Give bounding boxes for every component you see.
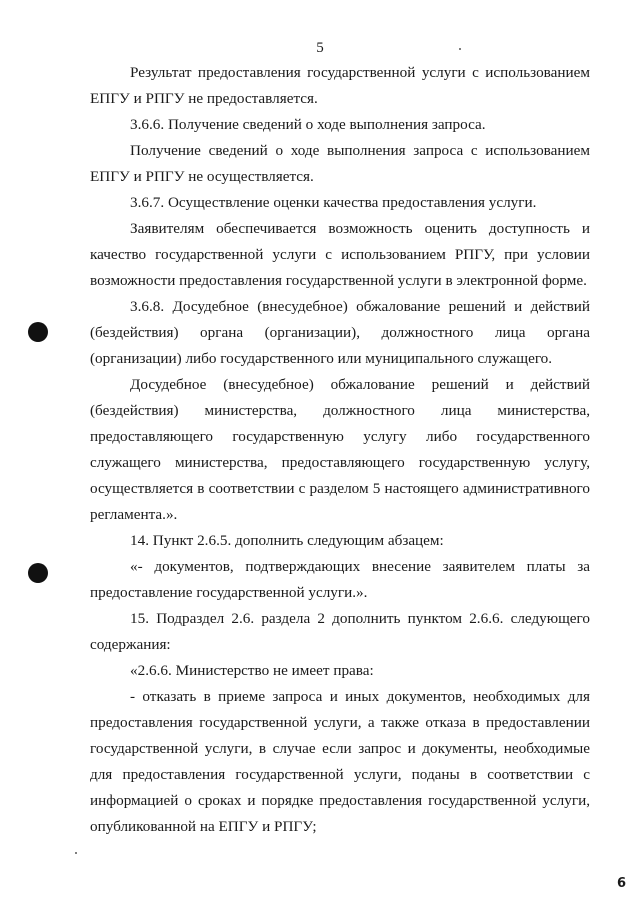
paragraph-refusal: - отказать в приеме запроса и иных документов, необходимых для предоставления государственной услуги, а также отказа в предоставлении государственной услуги, в случае если запрос и документы, необходимые для предоставления государственной услуги, поданы в соответствии с информацией о сроках и порядке предоставления государственной услуги, опубликованной на ЕПГУ и РПГУ; — [90, 688, 590, 835]
punch-hole-mark — [28, 322, 48, 342]
paragraph-3-6-7: 3.6.7. Осуществление оценки качества предоставления услуги. — [130, 194, 537, 211]
paragraph-status-info: Получение сведений о ходе выполнения запроса с использованием ЕПГУ и РПГУ не осуществляется. — [90, 142, 590, 185]
scan-speck — [459, 48, 461, 50]
punch-hole-mark — [28, 563, 48, 583]
paragraph-item-15: 15. Подраздел 2.6. раздела 2 дополнить пунктом 2.6.6. следующего содержания: — [90, 610, 590, 653]
paragraph-3-6-6: 3.6.6. Получение сведений о ходе выполнения запроса. — [130, 116, 486, 133]
scan-speck — [75, 852, 77, 854]
document-body — [90, 60, 590, 840]
paragraph-appeal: Досудебное (внесудебное) обжалование решений и действий (бездействия) министерства, должностного лица министерства, предоставляющего государственную услугу либо государственного служащего министерства, предоставляющего государственную услугу, осуществляется в соответствии с разделом 5 настоящего административного регламента.». — [90, 376, 590, 523]
paragraph-3-6-8: 3.6.8. Досудебное (внесудебное) обжалование решений и действий (бездействия) органа (организации), должностного лица органа (организации) либо государственного или муниципального служащего. — [90, 298, 590, 367]
paragraph-payment-documents: «- документов, подтверждающих внесение заявителем платы за предоставление государственной услуги.». — [90, 558, 590, 601]
paragraph-result: Результат предоставления государственной услуги с использованием ЕПГУ и РПГУ не предоставляется. — [90, 64, 590, 107]
page-number: 5 — [316, 40, 324, 56]
paragraph-quality-assessment: Заявителям обеспечивается возможность оценить доступность и качество государственной услуги с использованием РПГУ, при условии возможности предоставления государственной услуги в электронной форме. — [90, 220, 590, 289]
corner-page-mark: 6 — [616, 876, 626, 891]
paragraph-item-14: 14. Пункт 2.6.5. дополнить следующим абзацем: — [130, 532, 444, 549]
paragraph-2-6-6: «2.6.6. Министерство не имеет права: — [130, 662, 374, 679]
